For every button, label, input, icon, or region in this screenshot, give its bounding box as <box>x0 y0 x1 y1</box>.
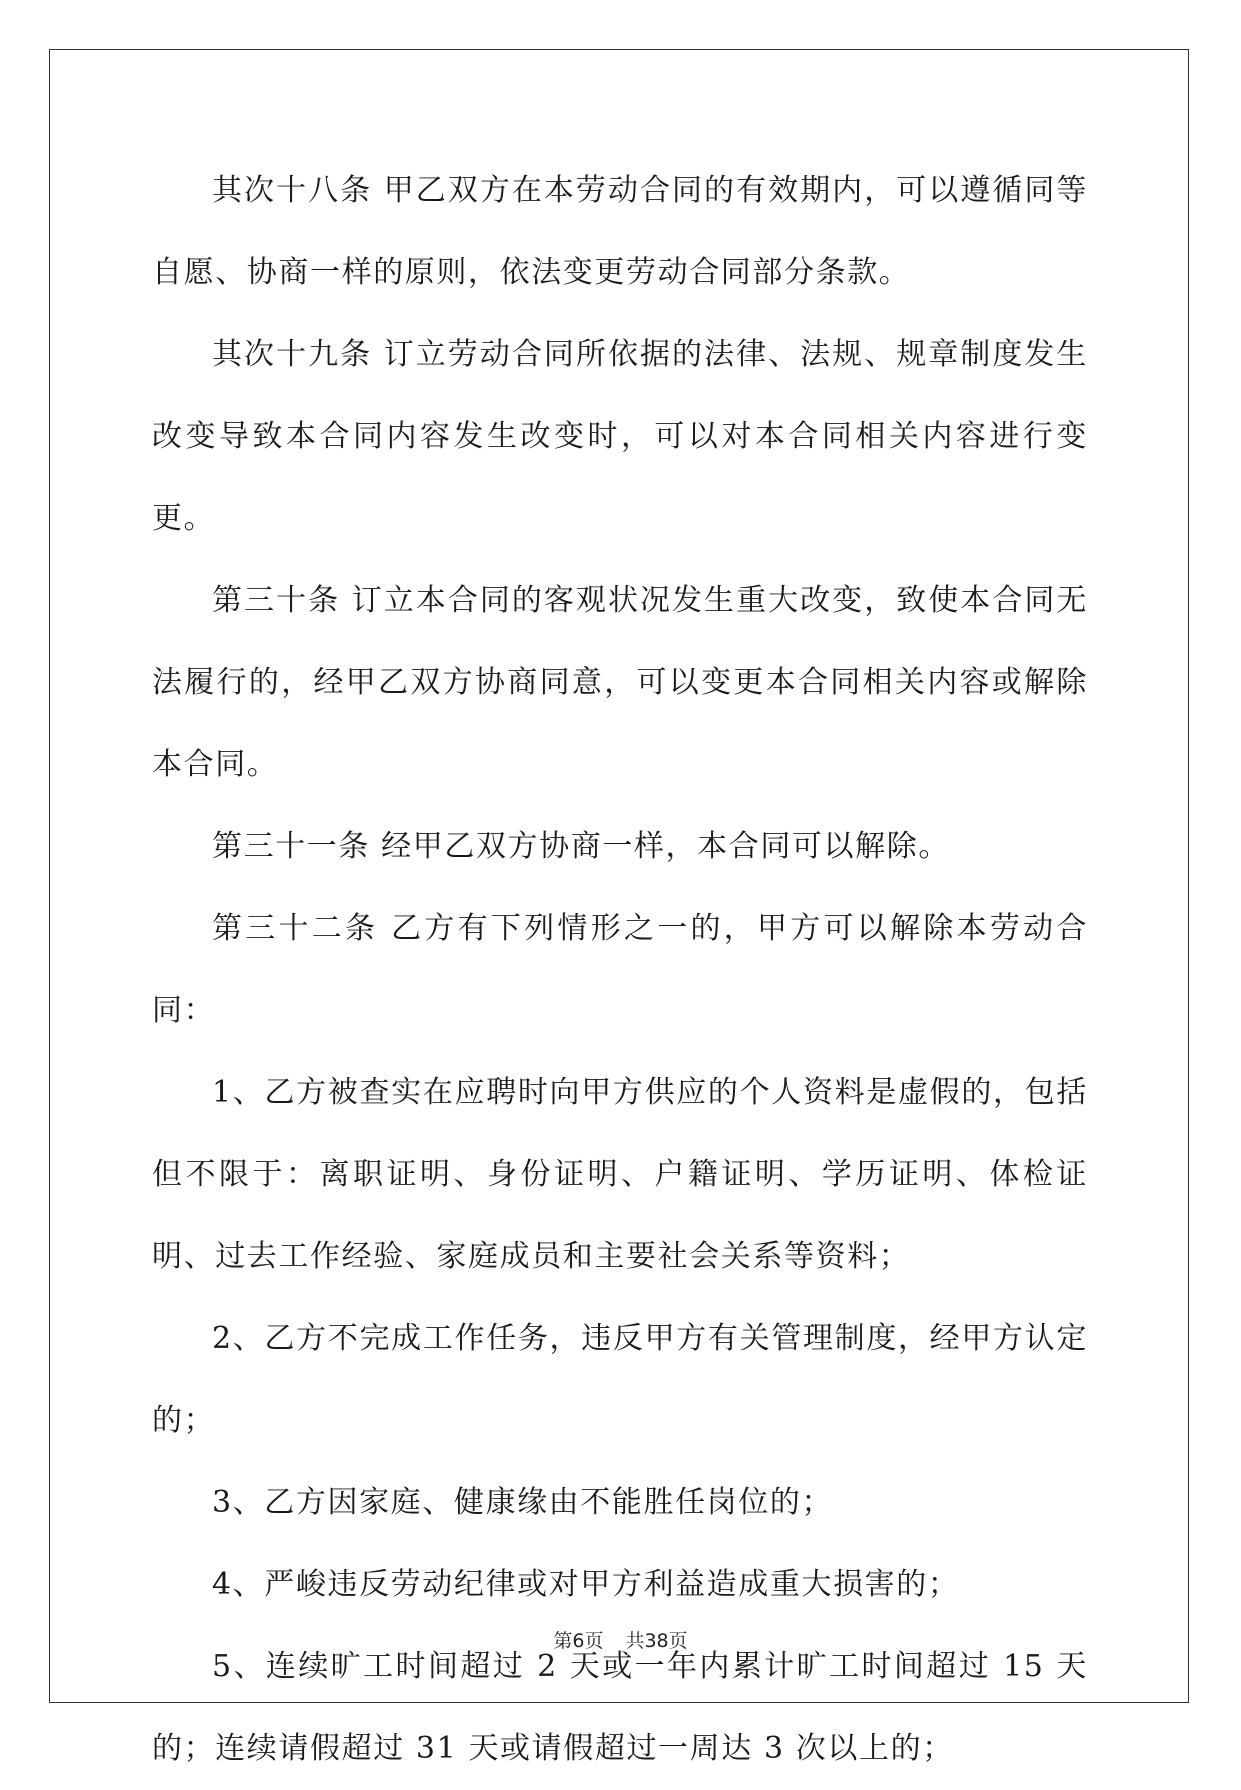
article-30-paragraph: 第三十条 订立本合同的客观状况发生重大改变，致使本合同无法履行的，经甲乙双方协商同意，可以变更本合同相关内容或解除本合同。 <box>152 583 1088 782</box>
article-18-paragraph: 其次十八条 甲乙双方在本劳动合同的有效期内，可以遵循同等自愿、协商一样的原则，依法变更劳动合同部分条款。 <box>152 173 1088 290</box>
article-19-paragraph: 其次十九条 订立劳动合同所依据的法律、法规、规章制度发生改变导致本合同内容发生改变时，可以对本合同相关内容进行变更。 <box>152 337 1088 536</box>
article-31-paragraph: 第三十一条 经甲乙双方协商一样，本合同可以解除。 <box>212 829 950 864</box>
page-number-current: 第6页 <box>553 1630 604 1652</box>
list-item-2: 2、乙方不完成工作任务，违反甲方有关管理制度，经甲方认定的； <box>152 1321 1088 1438</box>
list-item-3: 3、乙方因家庭、健康缘由不能胜任岗位的； <box>212 1485 834 1520</box>
list-item-5: 5、连续旷工时间超过 2 天或一年内累计旷工时间超过 15 天的；连续请假超过 31 天或请假超过一周达 3 次以上的； <box>152 1649 1088 1766</box>
page-number-total: 共38页 <box>625 1630 688 1652</box>
list-item-4: 4、严峻违反劳动纪律或对甲方利益造成重大损害的； <box>212 1567 960 1602</box>
article-32-paragraph: 第三十二条 乙方有下列情形之一的，甲方可以解除本劳动合同： <box>152 911 1088 1028</box>
document-body <box>152 150 1088 1790</box>
page-footer <box>0 1626 1241 1653</box>
list-item-1: 1、乙方被查实在应聘时向甲方供应的个人资料是虚假的，包括但不限于：离职证明、身份证明、户籍证明、学历证明、体检证明、过去工作经验、家庭成员和主要社会关系等资料； <box>152 1075 1088 1274</box>
